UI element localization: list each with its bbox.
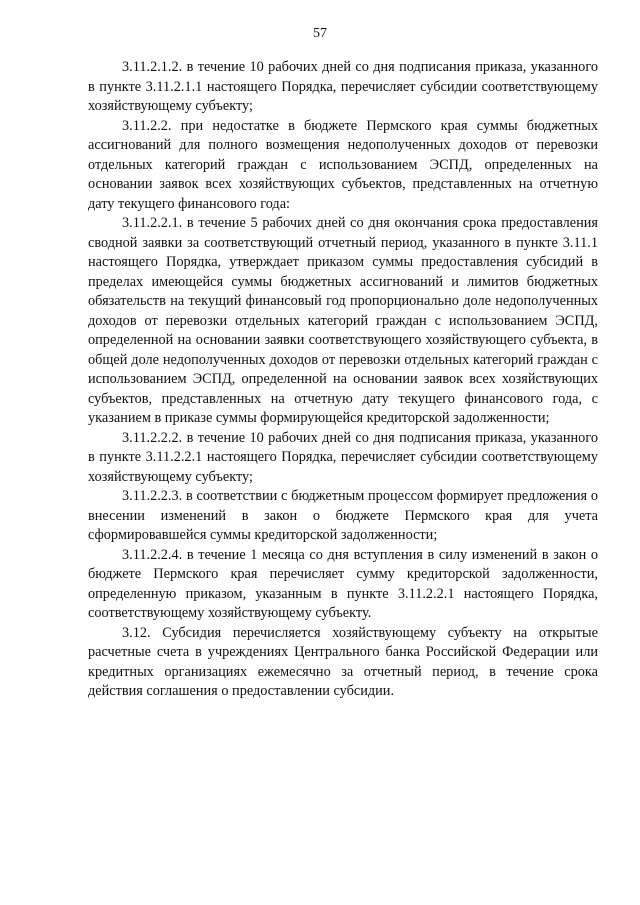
paragraph-3-11-2-2-4: 3.11.2.2.4. в течение 1 месяца со дня вступления в силу изменений в закон о бюджете Пермского края перечисляет сумму кредиторской задолженности, определенную приказом, указанным в пункте 3.11.2.2.1 настоящего Порядка, соответствующему хозяйствующему субъекту. <box>88 546 598 621</box>
paragraph-3-11-2-1-2: 3.11.2.1.2. в течение 10 рабочих дней со дня подписания приказа, указанного в пункте 3.11.2.1.1 настоящего Порядка, перечисляет субсидии соответствующему хозяйствующему субъекту; <box>88 59 598 114</box>
document-body <box>88 58 598 702</box>
paragraph-3-11-2-2-3: 3.11.2.2.3. в соответствии с бюджетным процессом формирует предложения о внесении изменений в закон о бюджете Пермского края для учета сформировавшейся суммы кредиторской задолженности; <box>88 488 598 543</box>
paragraph-3-11-2-2: 3.11.2.2. при недостатке в бюджете Пермского края суммы бюджетных ассигнований для полного возмещения недополученных доходов от перевозки отдельных категорий граждан с использованием ЭСПД, определенных на основании заявок всех хозяйствующих субъектов, представленных на отчетную дату текущего финансового года: <box>88 117 598 212</box>
paragraph-3-11-2-2-1: 3.11.2.2.1. в течение 5 рабочих дней со дня окончания срока предоставления сводной заявки за соответствующий отчетный период, указанного в пункте 3.11.1 настоящего Порядка, утверждает приказом суммы предоставления субсидий в пределах имеющейся суммы бюджетных ассигнований и лимитов бюджетных обязательств на текущий финансовый год пропорционально доле недополученных доходов от перевозки отдельных категорий граждан с использованием ЭСПД, определенной на основании заявки соответствующего хозяйствующего субъекта, в общей доле недополученных доходов от перевозки отдельных категорий граждан с использованием ЭСПД, определенной на основании заявок всех хозяйствующих субъектов, представленных на отчетную дату текущего финансового года, с указанием в приказе суммы формирующейся кредиторской задолженности; <box>88 215 598 426</box>
page-number: 57 <box>313 26 327 41</box>
paragraph-3-11-2-2-2: 3.11.2.2.2. в течение 10 рабочих дней со дня подписания приказа, указанного в пункте 3.11.2.2.1 настоящего Порядка, перечисляет субсидии соответствующему хозяйствующему субъекту; <box>88 429 598 485</box>
paragraph-3-12: 3.12. Субсидия перечисляется хозяйствующему субъекту на открытые расчетные счета в учреждениях Центрального банка Российской Федерации или кредитных организациях ежемесячно за отчетный период, в течение срока действия соглашения о предоставлении субсидии. <box>88 624 598 699</box>
